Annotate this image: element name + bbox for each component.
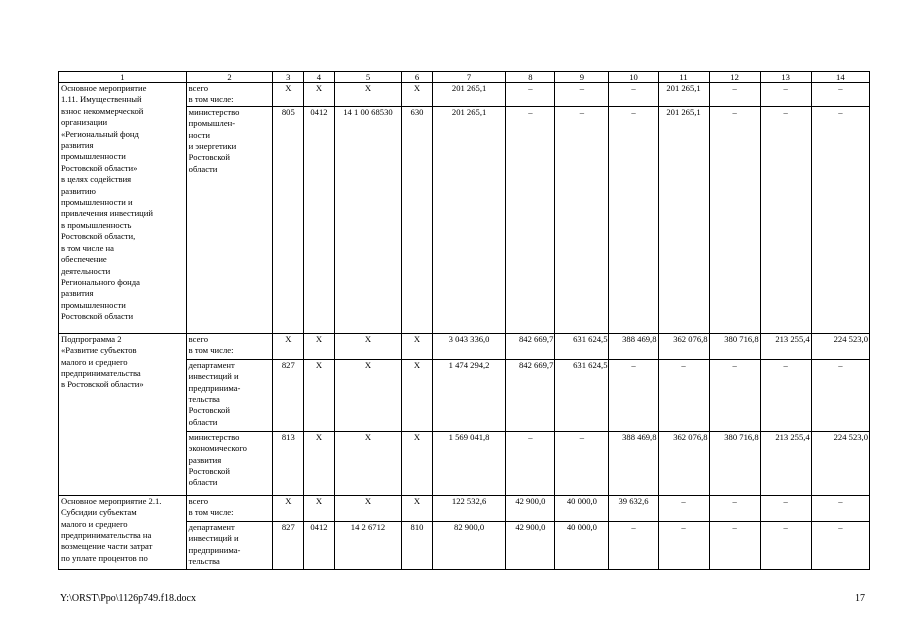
cell-line: тельства [188,394,220,405]
table-cell: – [709,83,760,107]
table-cell: 380 716,8 [709,431,760,495]
table-cell: 39 632,6 [609,495,658,521]
cell-line: и энергетики [188,141,237,152]
page-number: 17 [855,593,865,604]
table-cell: Х [334,359,401,431]
table-cell [186,333,273,359]
cell-line: промышлен- [188,118,236,129]
cell-line: взнос некоммерческой [61,105,144,116]
table-cell: – [658,495,709,521]
table-cell: 0412 [304,521,335,569]
table-cell: Х [402,431,433,495]
cell-line: в промышленность [61,219,132,230]
table-cell: 827 [273,521,304,569]
table-cell: 201 265,1 [432,83,506,107]
cell-line: предпринима- [188,544,241,555]
table-cell: – [760,106,811,333]
cell-line: Ростовской [188,152,230,163]
cell-line: возмещение части затрат [61,541,153,552]
table-cell: 362 076,8 [658,333,709,359]
table-cell: 630 [402,106,433,333]
table-cell: – [506,83,555,107]
table-cell: – [811,495,869,521]
table-cell: Х [402,83,433,107]
column-number-row [59,72,870,83]
table-cell: 842 669,7 [506,333,555,359]
table-cell: 201 265,1 [432,106,506,333]
table-cell: 1 474 294,2 [432,359,506,431]
table-cell: 122 532,6 [432,495,506,521]
table-cell: 388 469,8 [609,431,658,495]
cell-line: привлечения инвестиций [61,208,153,219]
column-number: 1 [59,72,187,83]
cell-line: в том числе: [188,507,234,518]
cell-line: промышленности [61,299,126,310]
cell-line: малого и среднего [61,518,128,529]
table-cell: Х [304,333,335,359]
table-cell: 42 900,0 [506,495,555,521]
cell-line: ности [188,129,210,140]
cell-line: обеспечение [61,254,107,265]
cell-line: деятельности [61,265,111,276]
table-cell: 631 624,5 [555,359,609,431]
cell-line: Ростовской области [61,311,134,322]
cell-line: области [188,163,218,174]
table-cell: 42 900,0 [506,521,555,569]
table-cell: – [811,359,869,431]
table-cell: 3 043 336,0 [432,333,506,359]
column-number: 8 [506,72,555,83]
cell-line: Основное мероприятие [61,83,147,93]
table-cell: Х [273,495,304,521]
cell-line: промышленности и [61,197,133,208]
cell-line: Ростовской [188,466,230,477]
column-number: 9 [555,72,609,83]
table-cell: 827 [273,359,304,431]
cell-line: министерство [188,106,240,117]
table-cell: – [709,521,760,569]
cell-line: тельства [188,556,220,567]
table-cell: – [506,106,555,333]
cell-line: по уплате процентов по [61,552,148,563]
table-cell: 380 716,8 [709,333,760,359]
table-cell: – [760,83,811,107]
cell-line: в том числе: [188,345,234,356]
table-cell: – [609,106,658,333]
table-cell: 201 265,1 [658,83,709,107]
row-event-1-11-total [59,83,870,107]
column-number: 10 [609,72,658,83]
cell-line: 1.11. Имущественный [61,94,142,105]
table-cell: 213 255,4 [760,431,811,495]
table-cell: Х [304,83,335,107]
table-cell: Х [304,359,335,431]
cell-line: в том числе: [188,94,234,105]
column-number: 12 [709,72,760,83]
table-cell: – [709,495,760,521]
table-cell: 813 [273,431,304,495]
table-cell [59,333,187,495]
cell-line: департамент [188,521,235,532]
cell-line: Ростовской области» [61,162,138,173]
table-cell: Х [334,495,401,521]
cell-line: всего [188,333,209,344]
table-cell: – [609,359,658,431]
table-cell: 40 000,0 [555,495,609,521]
budget-table [58,71,870,570]
column-number: 7 [432,72,506,83]
table-cell: Х [273,333,304,359]
row-event-2-1-total [59,495,870,521]
cell-line: в том числе на [61,242,114,253]
cell-line: «Развитие субъектов [61,345,137,356]
cell-line: Ростовской области, [61,231,136,242]
table-cell [59,495,187,569]
table-cell: – [658,359,709,431]
table-cell: – [760,521,811,569]
table-cell: – [709,106,760,333]
table-cell [186,521,273,569]
column-number: 6 [402,72,433,83]
cell-line: развития [188,454,222,465]
row-subprogram-2-total [59,333,870,359]
table-cell: 805 [273,106,304,333]
table-cell: 40 000,0 [555,521,609,569]
table-cell: – [811,106,869,333]
table-cell: – [760,359,811,431]
table-cell [186,431,273,495]
column-number: 2 [186,72,273,83]
column-number: 13 [760,72,811,83]
table-cell: Х [402,495,433,521]
table-cell: Х [304,495,335,521]
table-body [59,72,870,570]
cell-line: предпринима- [188,382,241,393]
cell-line: инвестиций и [188,533,239,544]
table-cell: 842 669,7 [506,359,555,431]
table-cell: – [811,83,869,107]
column-number: 14 [811,72,869,83]
table-cell: 224 523,0 [811,333,869,359]
table-cell: – [811,521,869,569]
cell-line: Субсидии субъектам [61,507,137,518]
cell-line: области [188,416,218,427]
table-cell: 0412 [304,106,335,333]
table-cell: 362 076,8 [658,431,709,495]
cell-line: в целях содействия [61,174,132,185]
column-number: 4 [304,72,335,83]
table-cell [186,495,273,521]
cell-line: инвестиций и [188,371,239,382]
table-cell: – [609,521,658,569]
table-cell: 388 469,8 [609,333,658,359]
table-cell: – [555,83,609,107]
cell-line: всего [188,495,209,506]
cell-line: министерство [188,431,240,442]
column-number: 3 [273,72,304,83]
table-cell: 14 2 6712 [334,521,401,569]
table-cell: 810 [402,521,433,569]
cell-line: области [188,477,218,488]
cell-line: всего [188,83,209,93]
footer-file-path: Y:\ORST\Ppo\1126p749.f18.docx [60,593,196,604]
table-cell: Х [334,333,401,359]
table-cell: Х [402,333,433,359]
cell-line: «Региональный фонд [61,128,139,139]
cell-line: в Ростовской области» [61,379,144,390]
table-cell: 201 265,1 [658,106,709,333]
table-cell: – [658,521,709,569]
table-cell: 82 900,0 [432,521,506,569]
table-cell [186,359,273,431]
table-cell: – [555,431,609,495]
cell-line: Основное мероприятие 2.1. [61,495,162,506]
table-cell: 631 624,5 [555,333,609,359]
cell-line: предпринимательства на [61,530,152,541]
cell-line: развития [61,288,94,299]
cell-line: экономического [188,443,247,454]
cell-line: развития [61,140,94,151]
table-cell: – [709,359,760,431]
table-cell: Х [334,83,401,107]
cell-line: развитию [61,185,96,196]
cell-line: Регионального фонда [61,276,140,287]
column-number: 5 [334,72,401,83]
table-cell [186,83,273,107]
cell-line: предпринимательства [61,368,141,379]
table-cell: 14 1 00 68530 [334,106,401,333]
table-cell: 224 523,0 [811,431,869,495]
cell-line: организации [61,117,108,128]
table-cell: Х [402,359,433,431]
cell-line: Подпрограмма 2 [61,333,122,344]
cell-line: малого и среднего [61,356,128,367]
table-cell: – [506,431,555,495]
table-cell: – [555,106,609,333]
table-cell: 213 255,4 [760,333,811,359]
column-number: 11 [658,72,709,83]
table-cell: 1 569 041,8 [432,431,506,495]
table-cell: Х [304,431,335,495]
table-cell: Х [334,431,401,495]
cell-line: промышленности [61,151,126,162]
table-cell: – [760,495,811,521]
cell-line: Ростовской [188,405,230,416]
table-cell: – [609,83,658,107]
cell-line: департамент [188,359,235,370]
table-cell [59,83,187,334]
table-cell [186,106,273,333]
table-cell: Х [273,83,304,107]
